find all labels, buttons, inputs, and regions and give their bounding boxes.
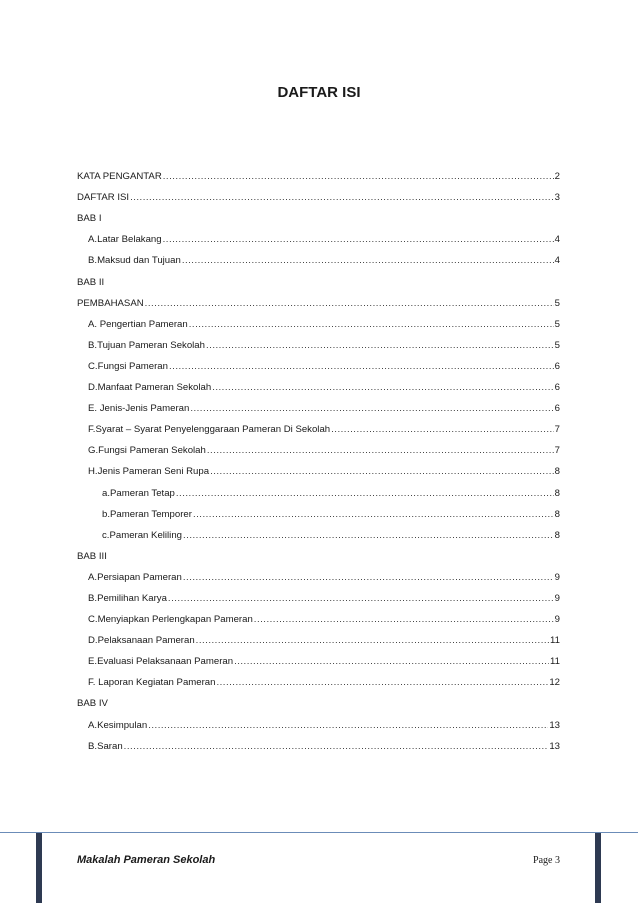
toc-dot-leader: [189, 319, 554, 331]
toc-entry-label: A.Kesimpulan: [88, 719, 148, 731]
toc-entry-label: c.Pameran Keliling: [102, 529, 182, 541]
toc-entry: [77, 373, 560, 394]
footer-rule: [0, 832, 638, 833]
toc-entry-page: 3: [554, 192, 560, 204]
toc-entry-label: H.Jenis Pameran Seni Rupa: [88, 466, 210, 478]
toc-dot-leader: [182, 255, 554, 267]
toc-entry-label: A.Persiapan Pameran: [88, 571, 182, 583]
toc-entry: [77, 225, 560, 246]
toc-entry: [77, 710, 560, 731]
toc-entry: [77, 394, 560, 415]
toc-entry: [77, 500, 560, 521]
toc-entry: [77, 352, 560, 373]
toc-entry: [77, 162, 560, 183]
toc-entry-page: 8: [554, 508, 560, 520]
toc-entry-label: DAFTAR ISI: [77, 192, 130, 204]
document-title: DAFTAR ISI: [277, 84, 361, 101]
toc-entry-page: 9: [554, 614, 560, 626]
toc-entry: [77, 289, 560, 310]
toc-entry-page: 8: [554, 487, 560, 499]
toc-entry-label: C.Fungsi Pameran: [88, 360, 168, 372]
toc-dot-leader: [148, 720, 548, 732]
toc-entry: [77, 310, 560, 331]
toc-entry-label: E.Evaluasi Pelaksanaan Pameran: [88, 656, 234, 668]
toc-entry-page: 2: [554, 171, 560, 183]
toc-dot-leader: [183, 530, 554, 542]
toc-entry-label: BAB IV: [77, 698, 108, 710]
toc-entry: [77, 542, 560, 563]
toc-dot-leader: [163, 171, 554, 183]
footer-page-number: Page 3: [533, 855, 560, 866]
toc-entry-page: 4: [554, 255, 560, 267]
toc-entry-label: A. Pengertian Pameran: [88, 318, 188, 330]
toc-entry: [77, 732, 560, 753]
toc-entry-page: 5: [554, 318, 560, 330]
toc-entry-page: 5: [554, 339, 560, 351]
toc-entry: [77, 626, 560, 647]
toc-entry-label: B.Saran: [88, 740, 123, 752]
toc-entry: [77, 563, 560, 584]
toc-entry: [77, 647, 560, 668]
toc-entry-page: 8: [554, 529, 560, 541]
toc-entry-label: G.Fungsi Pameran Sekolah: [88, 445, 206, 457]
toc-entry: [77, 246, 560, 267]
toc-entry-page: 8: [554, 466, 560, 478]
toc-entry: [77, 668, 560, 689]
toc-entry-page: 7: [554, 445, 560, 457]
toc-entry: [77, 436, 560, 457]
toc-dot-leader: [169, 361, 554, 373]
toc-dot-leader: [145, 298, 554, 310]
toc-entry-page: 9: [554, 571, 560, 583]
footer-bar-left: [36, 833, 42, 903]
toc-entry-label: F.Syarat – Syarat Penyelenggaraan Pameran Di Sekolah: [88, 424, 331, 436]
toc-dot-leader: [331, 424, 554, 436]
toc-dot-leader: [207, 445, 554, 457]
toc-entry-page: 6: [554, 382, 560, 394]
toc-entry: [77, 584, 560, 605]
toc-entry-label: b.Pameran Temporer: [102, 508, 192, 520]
toc-entry-label: E. Jenis-Jenis Pameran: [88, 403, 190, 415]
toc-entry-label: B.Pemilihan Karya: [88, 592, 167, 604]
footer-bar-right: [595, 833, 601, 903]
toc-entry-page: 9: [554, 592, 560, 604]
toc-dot-leader: [168, 593, 554, 605]
toc-entry-page: 13: [549, 719, 560, 731]
toc-dot-leader: [254, 614, 554, 626]
toc-entry-label: B.Maksud dan Tujuan: [88, 255, 181, 267]
toc-entry-label: C.Menyiapkan Perlengkapan Pameran: [88, 614, 253, 626]
toc-entry: [77, 605, 560, 626]
toc-entry-label: D.Manfaat Pameran Sekolah: [88, 382, 212, 394]
toc-dot-leader: [176, 488, 554, 500]
toc-dot-leader: [210, 466, 554, 478]
toc-entry-label: F. Laporan Kegiatan Pameran: [88, 677, 216, 689]
toc-entry-page: 7: [554, 424, 560, 436]
toc-entry: [77, 331, 560, 352]
toc-dot-leader: [190, 403, 553, 415]
toc-entry-label: BAB I: [77, 213, 102, 225]
footer-title: Makalah Pameran Sekolah: [77, 854, 216, 866]
toc-dot-leader: [234, 656, 549, 668]
toc-entry: [77, 457, 560, 478]
toc-entry-label: A.Latar Belakang: [88, 234, 162, 246]
toc-entry: [77, 478, 560, 499]
toc-dot-leader: [124, 741, 549, 753]
toc-entry: [77, 415, 560, 436]
toc-entry-label: BAB III: [77, 550, 107, 562]
toc-entry-page: 6: [554, 360, 560, 372]
toc-dot-leader: [163, 234, 554, 246]
toc-dot-leader: [183, 572, 554, 584]
toc-dot-leader: [212, 382, 553, 394]
toc-entry-page: 5: [554, 297, 560, 309]
toc-dot-leader: [130, 192, 554, 204]
toc-entry: [77, 183, 560, 204]
toc-entry-label: a.Pameran Tetap: [102, 487, 175, 499]
table-of-contents: [77, 162, 560, 753]
toc-dot-leader: [196, 635, 549, 647]
toc-entry: [77, 267, 560, 288]
toc-entry-label: PEMBAHASAN: [77, 297, 144, 309]
toc-entry-label: D.Pelaksanaan Pameran: [88, 635, 195, 647]
toc-entry: [77, 521, 560, 542]
toc-entry: [77, 204, 560, 225]
toc-entry-page: 11: [550, 635, 560, 647]
toc-entry-page: 11: [550, 656, 560, 668]
toc-entry: [77, 689, 560, 710]
toc-entry-label: B.Tujuan Pameran Sekolah: [88, 339, 205, 351]
toc-dot-leader: [206, 340, 554, 352]
toc-entry-label: KATA PENGANTAR: [77, 171, 162, 183]
toc-entry-label: BAB II: [77, 276, 105, 288]
toc-entry-page: 4: [554, 234, 560, 246]
toc-entry-page: 6: [554, 403, 560, 415]
toc-dot-leader: [193, 509, 554, 521]
toc-entry-page: 12: [549, 677, 560, 689]
toc-dot-leader: [216, 677, 548, 689]
toc-entry-page: 13: [549, 740, 560, 752]
